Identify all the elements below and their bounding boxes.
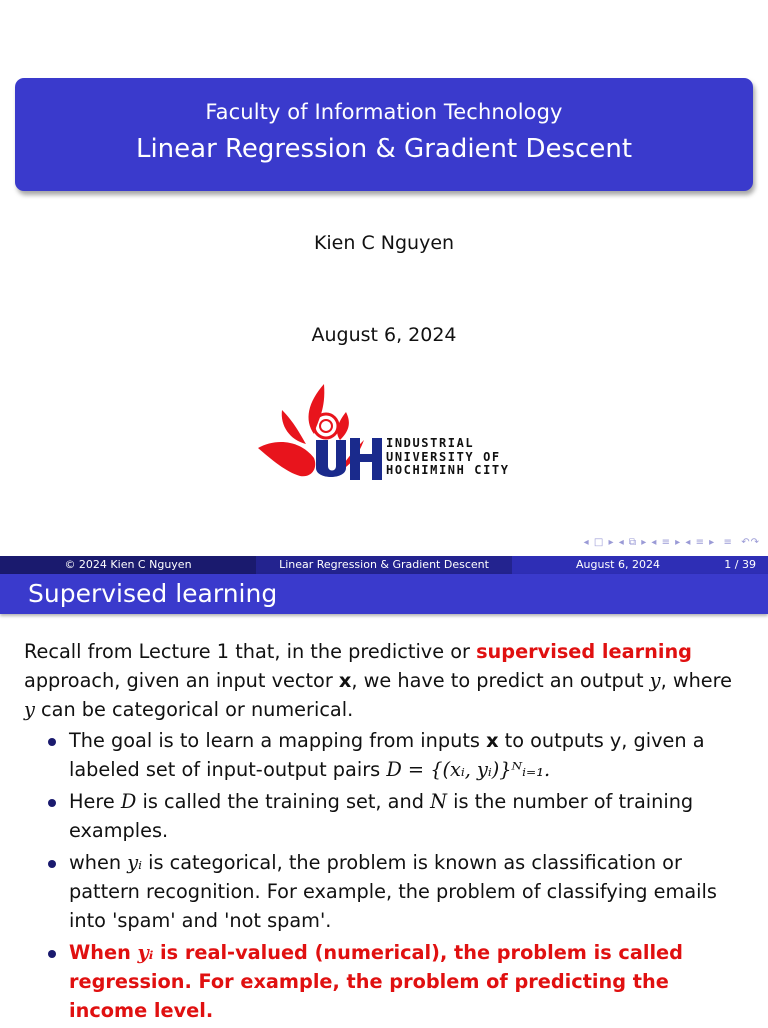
beamer-navigation-icons[interactable]: ◂ □ ▸ ◂ ⧉ ▸ ◂ ≡ ▸ ◂ ≡ ▸ ≡ ↶↷ [583,537,760,548]
slide-heading-bar [0,574,768,614]
bullet-classification: when yᵢ is categorical, the problem is known as classification or pattern recognition. For example, the problem of classifying emails into 'spam' and 'not spam'. [24,848,744,935]
bullet-list [24,726,744,1025]
footer-copyright: © 2024 Kien C Nguyen [0,556,256,574]
dataset-formula: D = {(xᵢ, yᵢ)}ᴺᵢ₌₁. [386,758,551,781]
bullet-goal: The goal is to learn a mapping from inputs x to outputs y, given a labeled set of input-output pairs D = {(xᵢ, yᵢ)}ᴺᵢ₌₁. [24,726,744,784]
footer-date: August 6, 2024 [576,558,660,571]
footer-date-page [512,556,768,574]
intro-paragraph: Recall from Lecture 1 that, in the predictive or supervised learning approach, given an input vector x, we have to predict an output y, where y can be categorical or numerical. [24,640,733,721]
presentation-title: Linear Regression & Gradient Descent [135,134,633,164]
author-name: Kien C Nguyen [313,232,455,254]
title-box [15,78,753,191]
slide-content [24,637,744,1028]
slide-heading: Supervised learning [28,579,278,608]
presentation-date: August 6, 2024 [311,324,457,346]
footer-page-number: 1 / 39 [724,558,756,571]
slide-footer [0,556,768,574]
institution-name: Faculty of Information Technology [205,100,563,124]
supervised-learning-highlight: supervised learning [476,640,692,663]
footer-title: Linear Regression & Gradient Descent [256,556,512,574]
bullet-training-set: Here D is called the training set, and N is the number of training examples. [24,787,744,845]
university-logo-text: INDUSTRIAL UNIVERSITY OF HOCHIMINH CITY [386,436,510,477]
bullet-regression: When yᵢ is real-valued (numerical), the problem is called regression. For example, the problem of predicting the income level. [24,938,744,1025]
